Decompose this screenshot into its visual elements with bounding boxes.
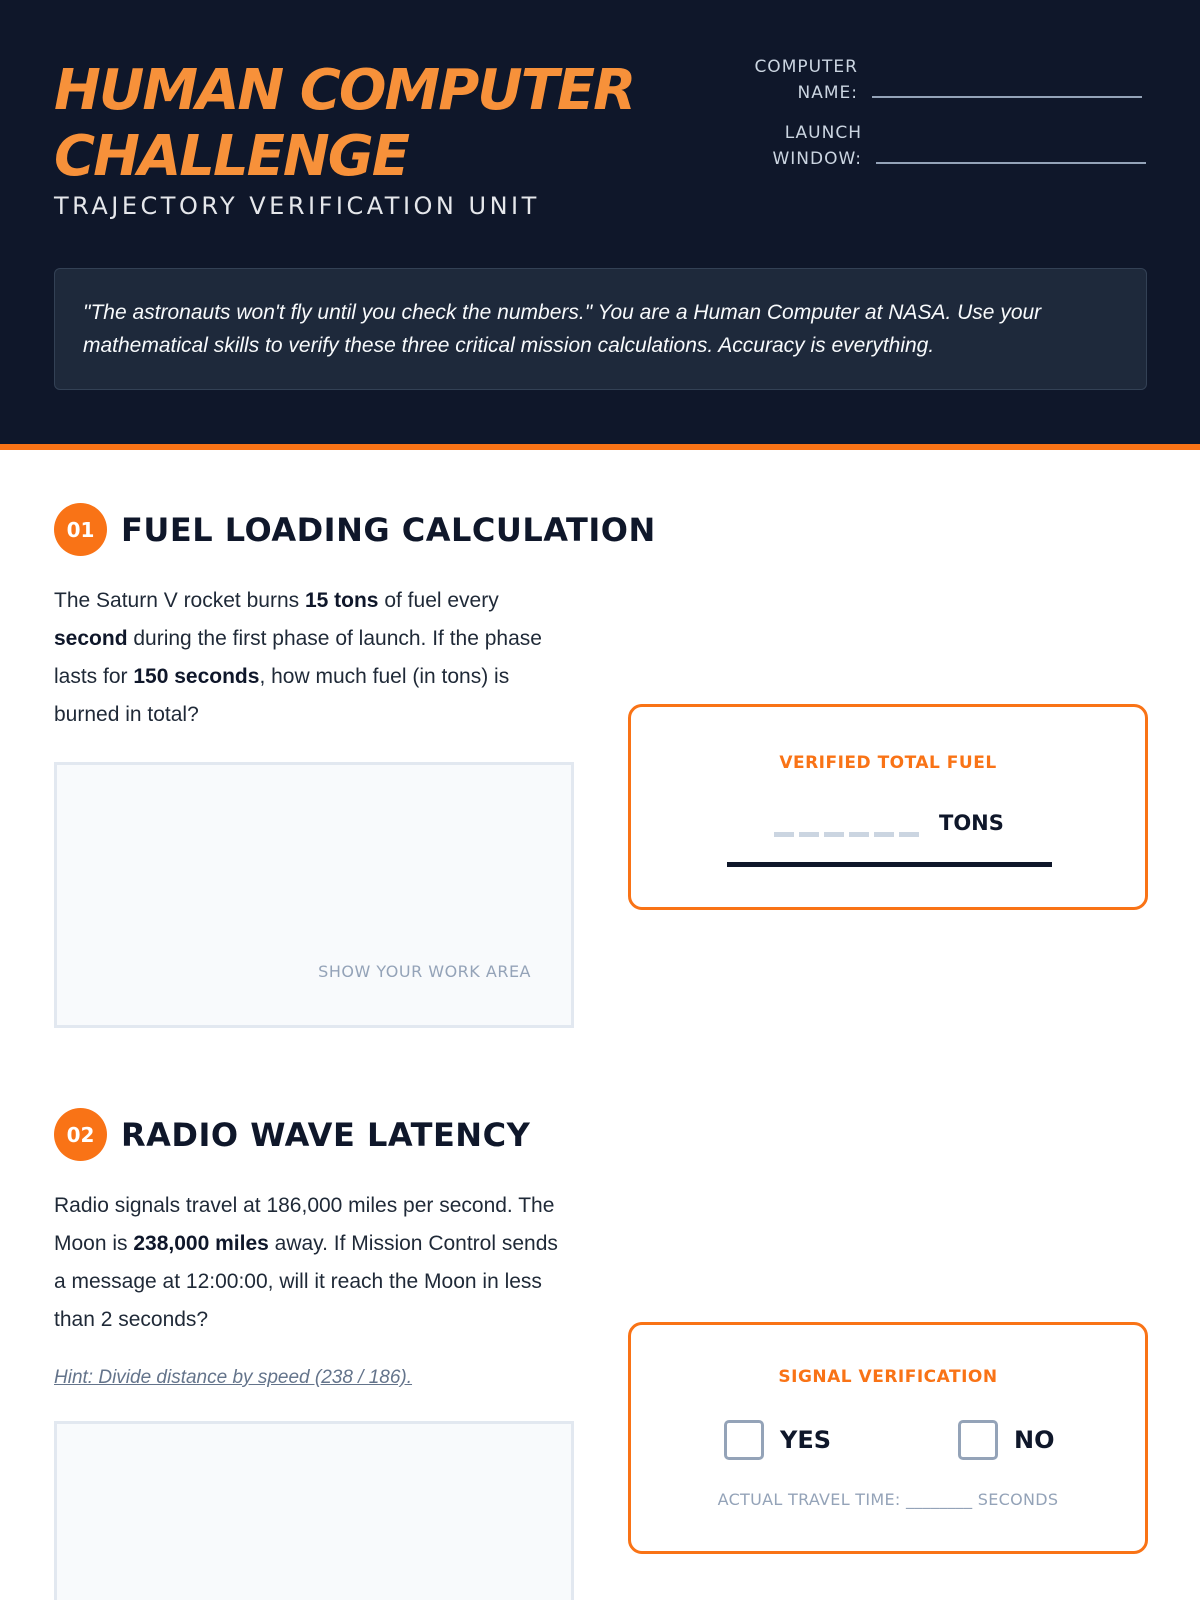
travel-time-field[interactable]: ACTUAL TRAVEL TIME: ________ SECONDS — [717, 1490, 1059, 1509]
work-area-label: SHOW YOUR WORK AREA — [318, 962, 531, 981]
launch-window-field[interactable] — [742, 120, 1146, 172]
yes-label: YES — [780, 1426, 832, 1454]
section-01-header — [54, 503, 656, 556]
section-number-badge: 01 — [54, 503, 107, 556]
computer-name-input-line[interactable] — [872, 96, 1142, 98]
yes-option[interactable] — [724, 1420, 831, 1460]
answer-placeholder-dashes[interactable] — [774, 832, 924, 837]
work-area[interactable] — [54, 1421, 574, 1600]
answer-box-title: SIGNAL VERIFICATION — [778, 1367, 998, 1387]
section-title: RADIO WAVE LATENCY — [121, 1115, 531, 1154]
radio-problem-text: Radio signals travel at 186,000 miles per second. The Moon is 238,000 miles away. If Mission Control sends a message at 12:00:00, will it reach the Moon in less than 2 seconds? — [54, 1194, 558, 1331]
computer-name-label: COMPUTER NAME: — [754, 57, 858, 103]
page-header — [0, 0, 1200, 450]
launch-window-input-line[interactable] — [876, 162, 1146, 164]
page-subtitle: TRAJECTORY VERIFICATION UNIT — [54, 192, 540, 220]
no-checkbox[interactable] — [958, 1420, 998, 1460]
work-area[interactable] — [54, 762, 574, 1028]
section-02-header — [54, 1108, 530, 1161]
fuel-problem-text: The Saturn V rocket burns 15 tons of fuel every second during the first phase of launch. If the phase lasts for 150 seconds, how much fuel (in tons) is burned in total? — [54, 589, 542, 726]
section-number-badge: 02 — [54, 1108, 107, 1161]
answer-unit: TONS — [939, 811, 1004, 835]
launch-window-label: LAUNCH WINDOW: — [772, 123, 862, 169]
answer-box-title: VERIFIED TOTAL FUEL — [779, 753, 997, 773]
intro-quote-box: "The astronauts won't fly until you check the numbers." You are a Human Computer at NASA. Use your mathematical skills to verify these three critical mission calculations. Accuracy is everything. — [54, 268, 1147, 390]
answer-underline[interactable] — [727, 862, 1052, 867]
no-label: NO — [1014, 1426, 1055, 1454]
section-title: FUEL LOADING CALCULATION — [121, 510, 656, 549]
signal-answer-box — [628, 1322, 1148, 1554]
hint-text: Hint: Divide distance by speed (238 / 186). — [54, 1367, 413, 1388]
fuel-answer-box — [628, 704, 1148, 910]
page-title: HUMAN COMPUTER CHALLENGE — [54, 58, 635, 189]
computer-name-field[interactable] — [738, 54, 1142, 106]
yes-checkbox[interactable] — [724, 1420, 764, 1460]
no-option[interactable] — [958, 1420, 1055, 1460]
